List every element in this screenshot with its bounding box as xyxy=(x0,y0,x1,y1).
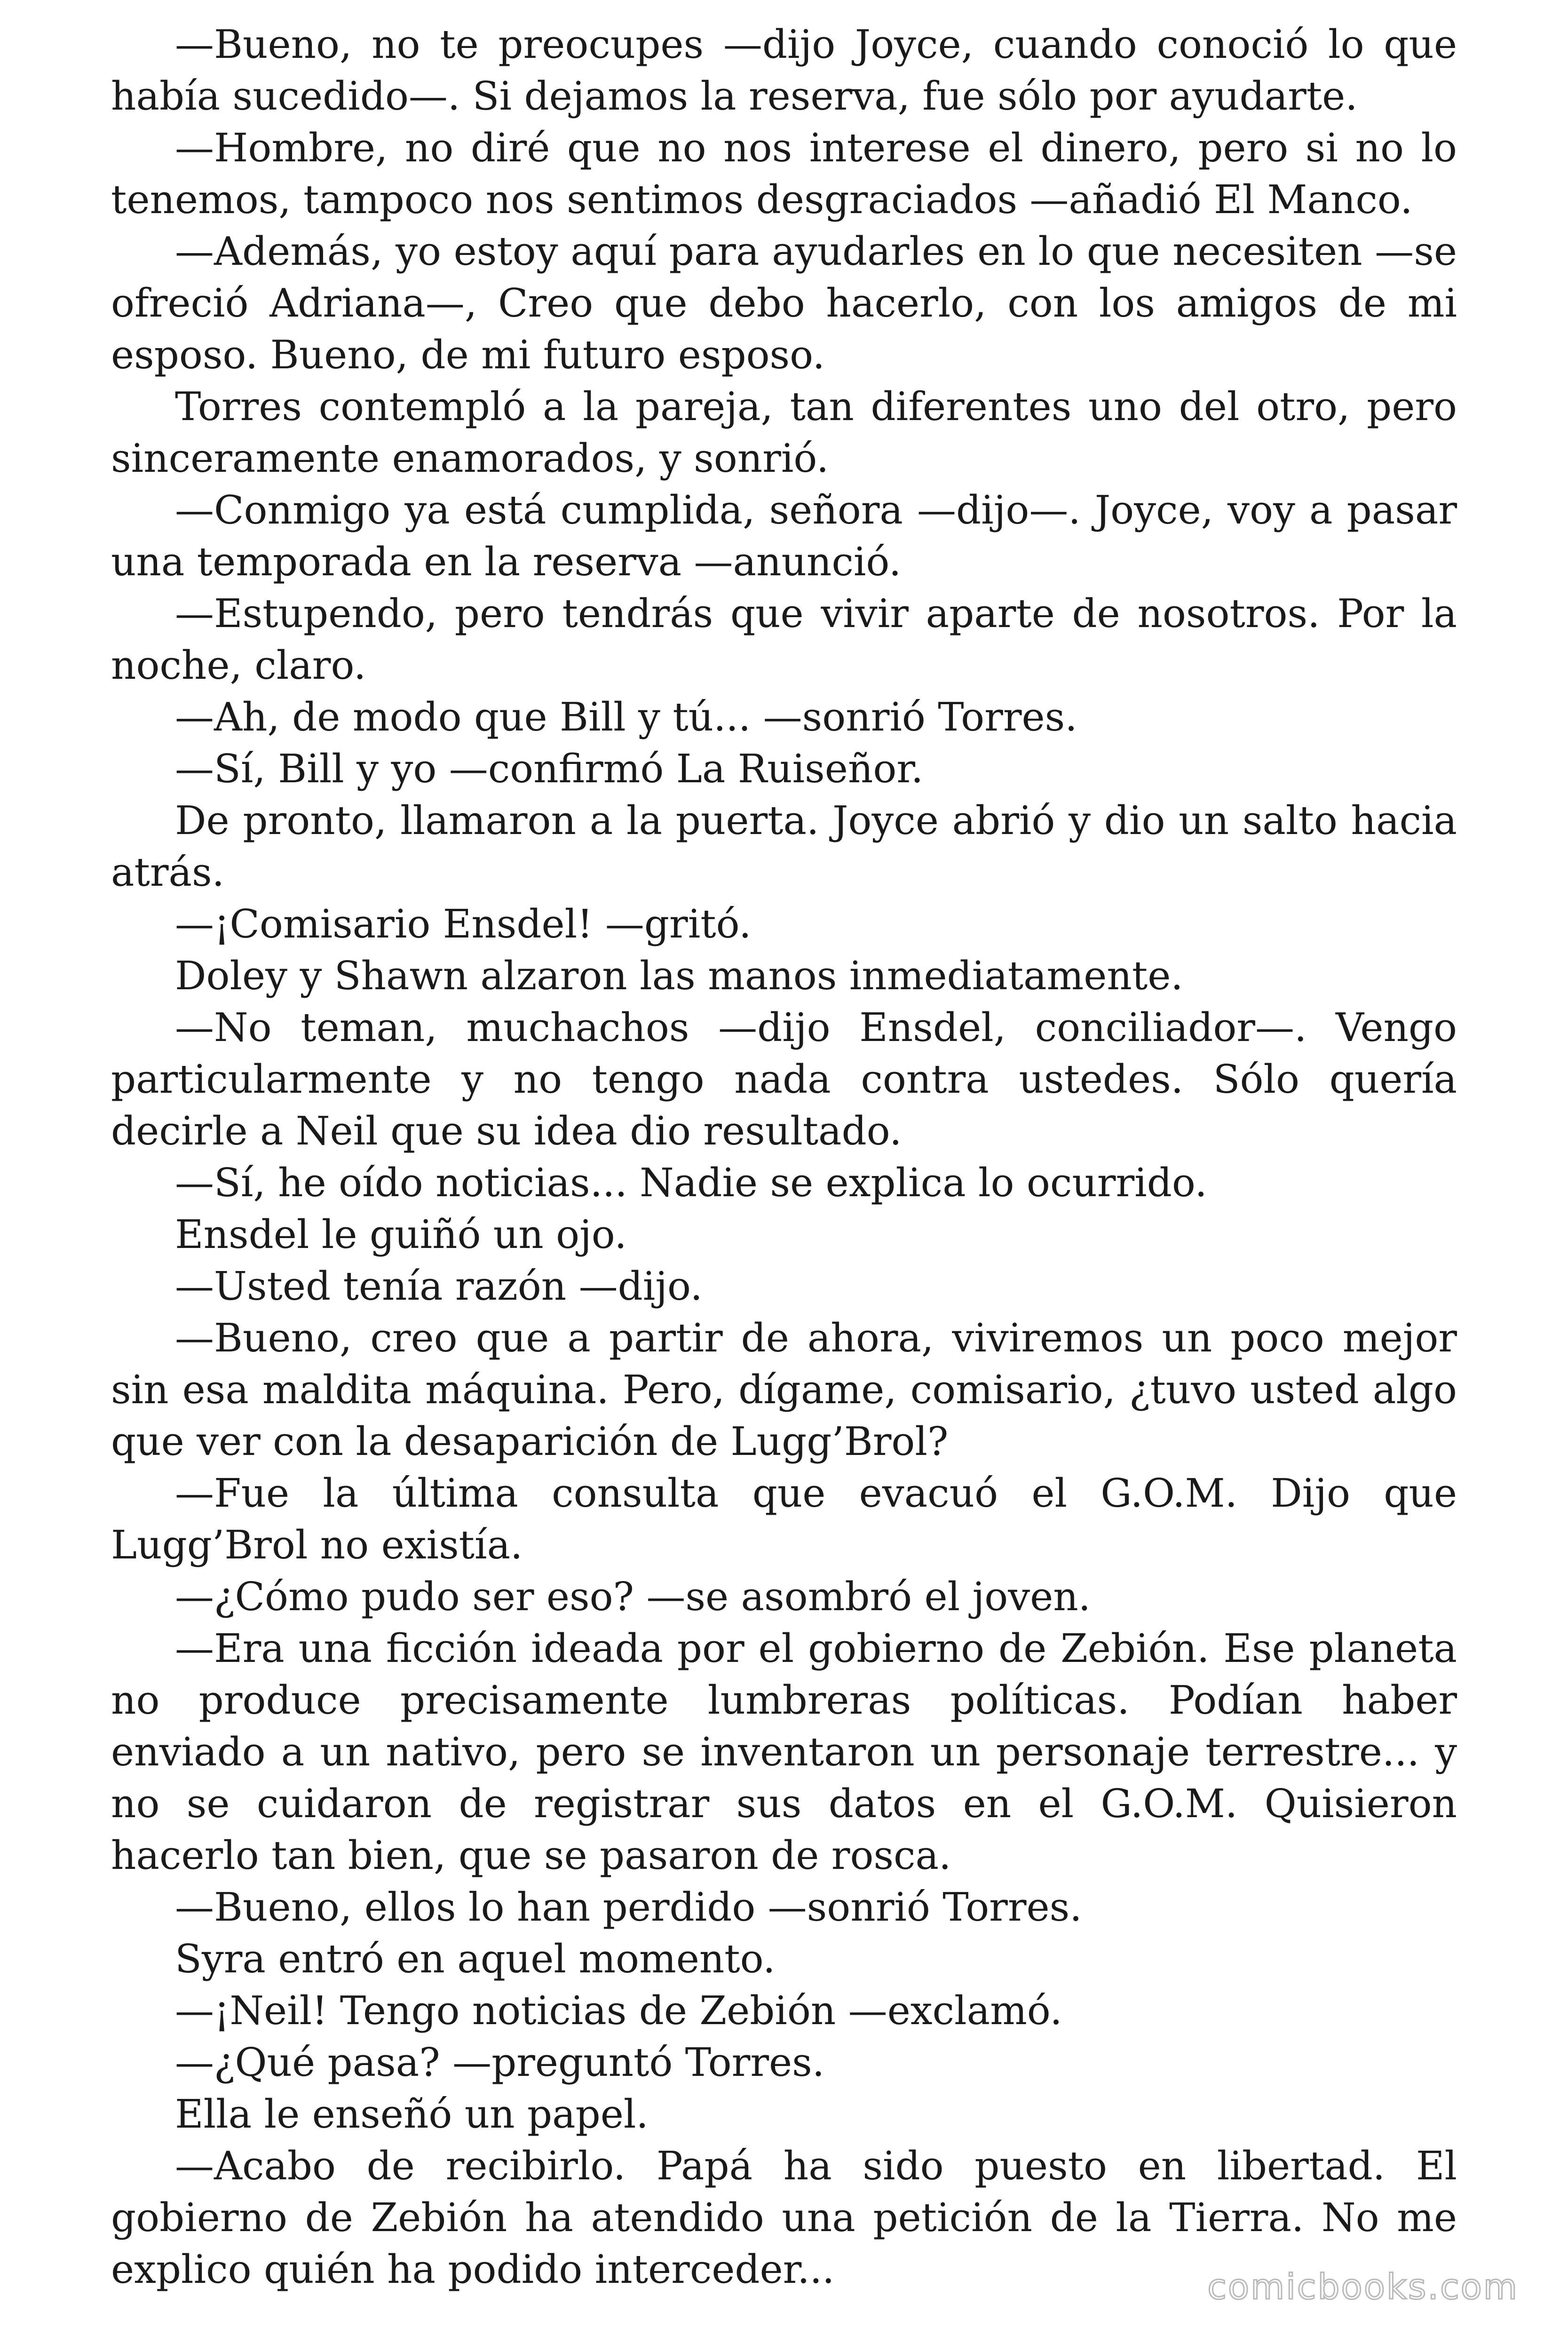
paragraph: —Fue la última consulta que evacuó el G.O.M. Dijo que Lugg’Brol no existía. xyxy=(111,1470,1457,1568)
paragraph: Doley y Shawn alzaron las manos inmediatamente. xyxy=(175,953,1183,999)
paragraph: —Usted tenía razón —dijo. xyxy=(175,1263,703,1309)
paragraph: —¿Qué pasa? —preguntó Torres. xyxy=(175,2040,825,2085)
paragraph: —No teman, muchachos —dijo Ensdel, conciliador—. Vengo particularmente y no tengo nada contra ustedes. Sólo quería decirle a Neil que su idea dio resultado. xyxy=(111,1005,1457,1154)
paragraph: —¿Cómo pudo ser eso? —se asombró el joven. xyxy=(175,1574,1091,1620)
book-page xyxy=(111,19,1457,2296)
paragraph: —¡Neil! Tengo noticias de Zebión —exclamó. xyxy=(175,1988,1062,2034)
paragraph: Torres contempló a la pareja, tan diferentes uno del otro, pero sinceramente enamorados, y sonrió. xyxy=(111,384,1457,481)
paragraph: —Bueno, creo que a partir de ahora, viviremos un poco mejor sin esa maldita máquina. Pero, dígame, comisario, ¿tuvo usted algo que ver con la desaparición de Lugg’Brol? xyxy=(111,1315,1457,1464)
paragraph: —Sí, Bill y yo —confirmó La Ruiseñor. xyxy=(175,746,924,792)
paragraph: —Bueno, no te preocupes —dijo Joyce, cuando conoció lo que había sucedido—. Si dejamos la reserva, fue sólo por ayudarte. xyxy=(111,22,1457,119)
paragraph: —Conmigo ya está cumplida, señora —dijo—. Joyce, voy a pasar una temporada en la reserva —anunció. xyxy=(111,487,1457,585)
paragraph: —Hombre, no diré que no nos interese el dinero, pero si no lo tenemos, tampoco nos sentimos desgraciados —añadió El Manco. xyxy=(111,125,1457,222)
paragraph: —Bueno, ellos lo han perdido —sonrió Torres. xyxy=(175,1884,1082,1930)
paragraph: —Además, yo estoy aquí para ayudarles en lo que necesiten —se ofreció Adriana—, Creo que debo hacerlo, con los amigos de mi esposo. Bueno, de mi futuro esposo. xyxy=(111,229,1457,378)
paragraph: —Sí, he oído noticias... Nadie se explica lo ocurrido. xyxy=(175,1160,1207,1206)
paragraph: —Era una ficción ideada por el gobierno de Zebión. Ese planeta no produce precisamente lumbreras políticas. Podían haber enviado a un nativo, pero se inventaron un personaje terrestre... y no se cuidaron de registrar sus datos en el G.O.M. Quisieron hacerlo tan bien, que se pasaron de rosca. xyxy=(111,1626,1457,1878)
paragraph: —Acabo de recibirlo. Papá ha sido puesto en libertad. El gobierno de Zebión ha atendido una petición de la Tierra. No me explico quién ha podido interceder... xyxy=(111,2143,1457,2292)
paragraph: —Ah, de modo que Bill y tú... —sonrió Torres. xyxy=(175,694,1077,740)
watermark: comicbooks.com xyxy=(1207,2267,1519,2307)
paragraph: —Estupendo, pero tendrás que vivir aparte de nosotros. Por la noche, claro. xyxy=(111,591,1457,688)
paragraph: Ella le enseñó un papel. xyxy=(175,2091,649,2137)
paragraph: Syra entró en aquel momento. xyxy=(175,1936,776,1982)
paragraph: —¡Comisario Ensdel! —gritó. xyxy=(175,901,752,947)
paragraph: De pronto, llamaron a la puerta. Joyce abrió y dio un salto hacia atrás. xyxy=(111,798,1457,895)
paragraph: Ensdel le guiñó un ojo. xyxy=(175,1212,627,1257)
